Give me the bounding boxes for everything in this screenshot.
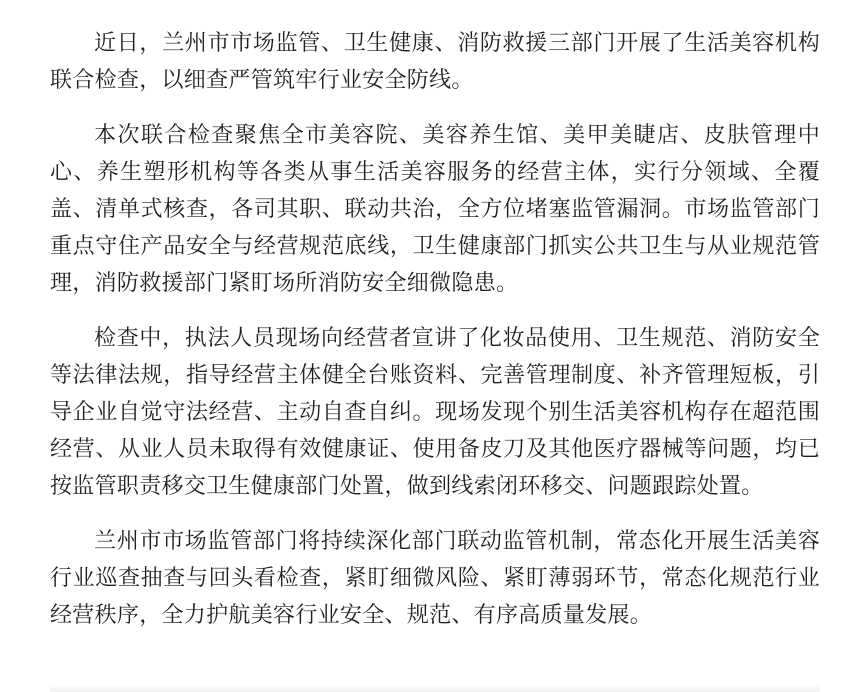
bottom-fade-divider xyxy=(50,684,820,692)
paragraph-2: 本次联合检查聚焦全市美容院、美容养生馆、美甲美睫店、皮肤管理中心、养生塑形机构等各类从事生活美容服务的经营主体，实行分领域、全覆盖、清单式核查，各司其职、联动共治，全方位堵塞监管漏洞。市场监管部门重点守住产品安全与经营规范底线，卫生健康部门抓实公共卫生与从业规范管理，消防救援部门紧盯场所消防安全细微隐患。 xyxy=(50,123,820,296)
paragraph-4: 兰州市市场监管部门将持续深化部门联动监管机制，常态化开展生活美容行业巡查抽查与回头看检查，紧盯细微风险、紧盯薄弱环节，常态化规范行业经营秩序，全力护航美容行业安全、规范、有序高质量发展。 xyxy=(50,529,820,628)
paragraph-3: 检查中，执法人员现场向经营者宣讲了化妆品使用、卫生规范、消防安全等法律法规，指导经营主体健全台账资料、完善管理制度、补齐管理短板，引导企业自觉守法经营、主动自查自纠。现场发现个别生活美容机构存在超范围经营、从业人员未取得有效健康证、使用备皮刀及其他医疗器械等问题，均已按监管职责移交卫生健康部门处置，做到线索闭环移交、问题跟踪处置。 xyxy=(50,326,820,499)
paragraph-1: 近日，兰州市市场监管、卫生健康、消防救援三部门开展了生活美容机构联合检查，以细查严管筑牢行业安全防线。 xyxy=(50,31,820,93)
